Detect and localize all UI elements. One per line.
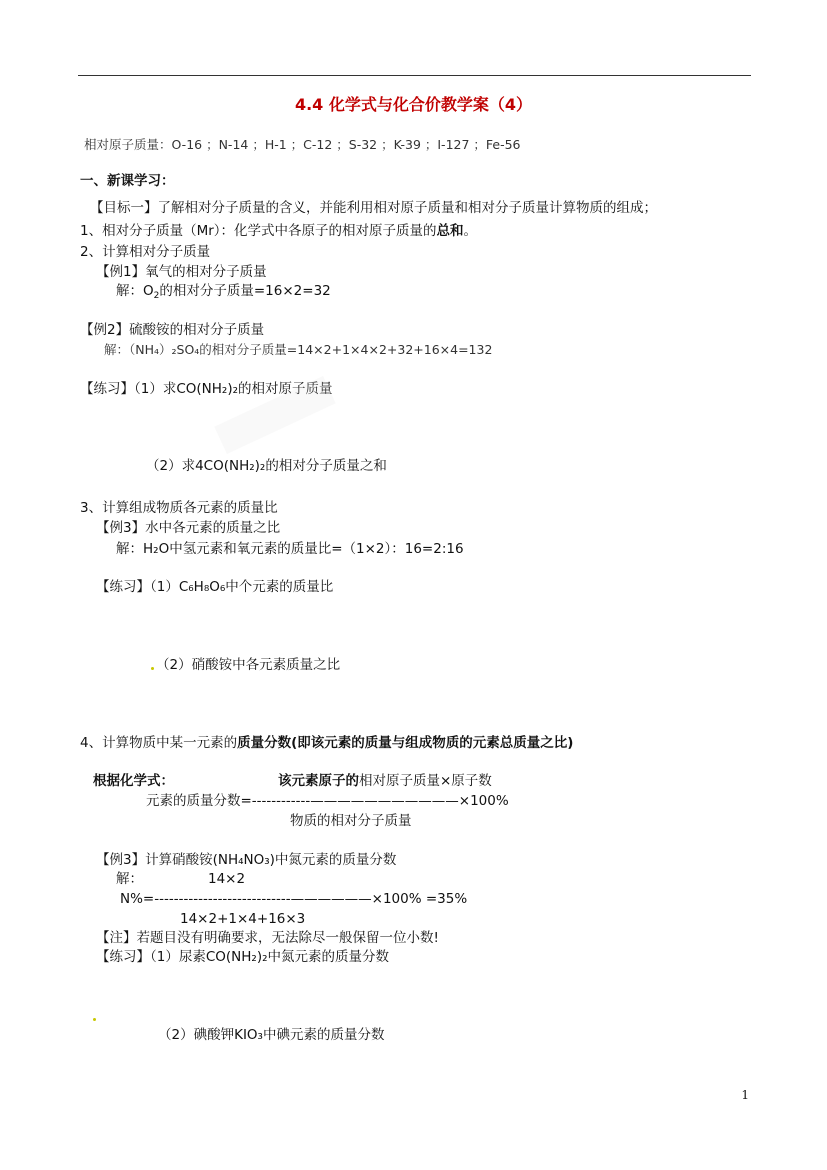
formula-numerator (278, 772, 492, 790)
item-1-suffix: 。 (463, 223, 478, 239)
example-4-fraction-line: N%=----------------------------——————×100% =35% (120, 891, 468, 907)
example-4-denominator: 14×2+1×4+16×3 (180, 911, 306, 927)
atomic-masses: 相对原子质量：O-16 ；N-14 ；H-1 ；C-12 ；S-32 ；K-39 ；I-127 ；Fe-56 (84, 137, 521, 152)
item-1 (80, 222, 477, 240)
example-3-solution: 解：H₂O中氢元素和氧元素的质量比=（1×2）：16=2:16 (116, 541, 464, 557)
item-3: 3、计算组成物质各元素的质量比 (80, 500, 278, 516)
practice-2-q1: 【练习】（1）C₆H₈O₆中个元素的质量比 (96, 579, 334, 595)
practice-1-q2: （2）求4CO(NH₂)₂的相对分子质量之和 (146, 458, 387, 474)
formula-label: 根据化学式： (93, 773, 174, 789)
formula-denominator: 物质的相对分子质量 (290, 813, 412, 829)
example-1-solution-a: 解：O (116, 283, 154, 299)
example-4-solution-label: 解： (116, 871, 143, 887)
page-number: 1 (741, 1088, 749, 1102)
formula-line: 元素的质量分数=------------———————————×100% (146, 793, 509, 809)
item-1-text: 1、相对分子质量（Mr）：化学式中各原子的相对原子质量的 (80, 223, 437, 239)
item-4-bold: 质量分数(即该元素的质量与组成物质的元素总质量之比) (237, 735, 574, 751)
item-1-bold: 总和 (436, 223, 464, 239)
example-3-heading: 【例3】水中各元素的质量之比 (96, 520, 281, 536)
example-1-solution-b: 的相对分子质量=16×2=32 (159, 283, 331, 299)
item-4 (80, 734, 573, 752)
practice-2-q2: （2）硝酸铵中各元素质量之比 (156, 657, 341, 673)
item-4-text: 4、计算物质中某一元素的 (80, 735, 238, 751)
example-2-solution: 解：（NH₄）₂SO₄的相对分子质量=14×2+1×4×2+32+16×4=132 (104, 342, 493, 357)
example-4-numerator: 14×2 (208, 871, 246, 887)
formula-numerator-text: 相对原子质量×原子数 (359, 773, 492, 789)
formula-numerator-bold: 该元素原子的 (278, 773, 359, 789)
goal-text: 【目标一】了解相对分子质量的含义，并能利用相对原子质量和相对分子质量计算物质的组成； (90, 200, 657, 216)
header-rule (78, 75, 751, 76)
stray-dot-2 (93, 1018, 96, 1021)
stray-dot (151, 667, 154, 670)
note: 【注】若题目没有明确要求，无法除尽一般保留一位小数! (96, 930, 439, 946)
example-1-subscript: 2 (153, 291, 160, 301)
example-4-heading: 【例3】计算硝酸铵(NH₄NO₃)中氮元素的质量分数 (96, 852, 397, 868)
practice-3-q1: 【练习】（1）尿素CO(NH₂)₂中氮元素的质量分数 (96, 949, 389, 965)
page-title: 4.4 化学式与化合价教学案（4） (294, 95, 533, 114)
example-2-heading: 【例2】硫酸铵的相对分子质量 (80, 322, 265, 338)
example-1-solution (116, 282, 331, 305)
practice-3-q2: （2）碘酸钾KIO₃中碘元素的质量分数 (158, 1027, 385, 1043)
practice-1-q1: 【练习】（1）求CO(NH₂)₂的相对原子质量 (80, 381, 333, 397)
example-1-heading: 【例1】氧气的相对分子质量 (96, 264, 267, 280)
section-heading: 一、新课学习： (80, 173, 175, 189)
item-2: 2、计算相对分子质量 (80, 244, 211, 260)
